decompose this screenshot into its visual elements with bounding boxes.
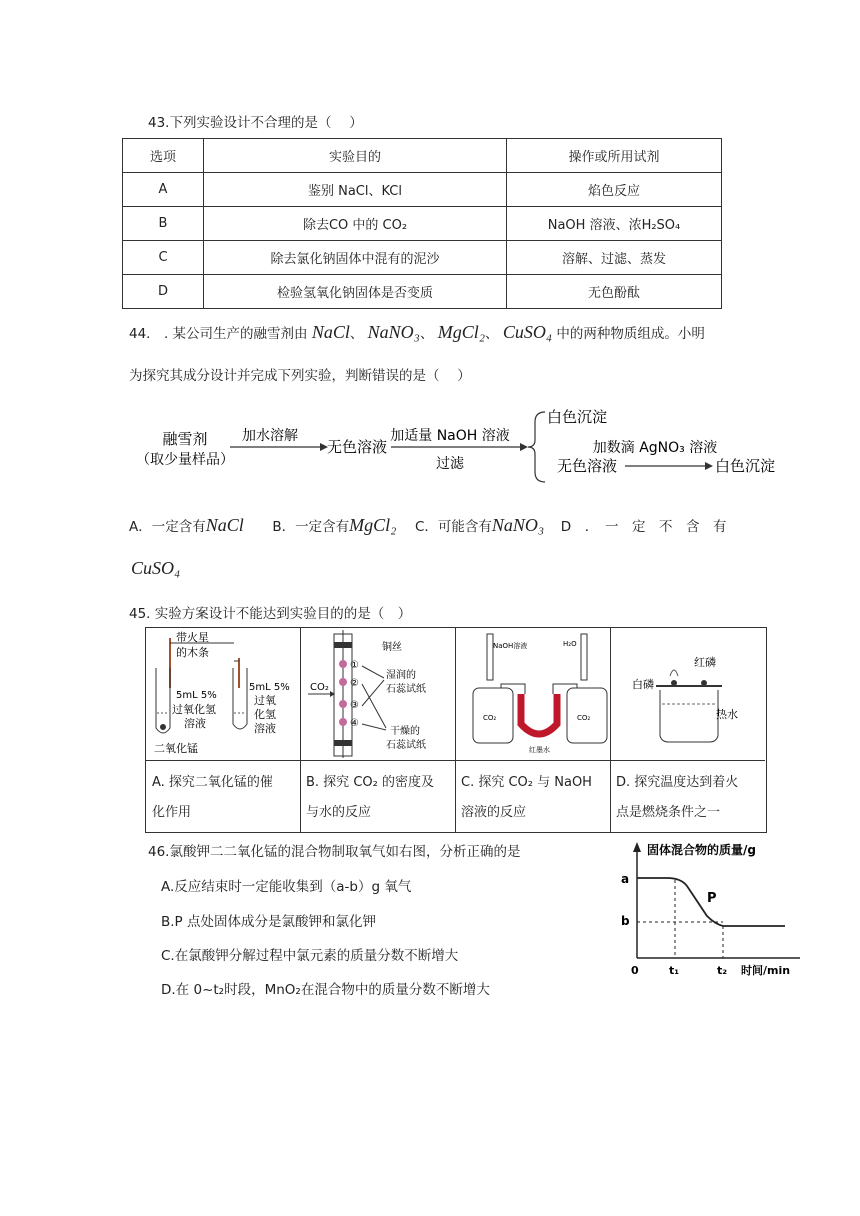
option-d-text: D ． 一 定 不 含 有 xyxy=(560,519,727,535)
label: 溶液 xyxy=(254,722,276,735)
table-header-row xyxy=(123,139,722,173)
figure-c xyxy=(455,628,610,761)
table-cell: D xyxy=(123,275,204,309)
arrowhead xyxy=(633,842,641,852)
flow-step3-label: 加数滴 AgNO₃ 溶液 xyxy=(592,440,718,456)
syringe-icon xyxy=(581,634,587,680)
table-cell: A xyxy=(123,173,204,207)
leader-line xyxy=(362,724,386,730)
chem-formula: NaCl xyxy=(311,322,350,342)
litmus-paper-icon xyxy=(339,678,347,686)
marker-3: ③ xyxy=(350,700,359,711)
label: 5mL 5% xyxy=(249,682,290,693)
q44-options-line xyxy=(129,515,729,536)
label: 红墨水 xyxy=(529,746,550,754)
marker-2: ② xyxy=(350,678,359,689)
q46-option-b: B.P 点处固体成分是氯酸钾和氯化钾 xyxy=(161,914,376,930)
chem-formula: CuSO₄ xyxy=(502,322,553,342)
t2-label: t₂ xyxy=(717,964,728,977)
caption-b: B. 探究 CO₂ 的密度及 与水的反应 xyxy=(306,775,434,820)
table-row xyxy=(123,207,722,241)
y-axis-label: 固体混合物的质量/g xyxy=(647,843,756,857)
flow-brace xyxy=(528,412,545,482)
figure-b xyxy=(300,628,455,761)
option-b-chem: MgCl₂ xyxy=(349,515,397,535)
flow-step2-sub: 过滤 xyxy=(436,456,464,472)
q44-stem-line2: 为探究其成分设计并完成下列实验，判断错误的是（ ） xyxy=(129,368,471,384)
origin-label: 0 xyxy=(631,964,639,977)
q46-option-c: C.在氯酸钾分解过程中氯元素的质量分数不断增大 xyxy=(161,948,459,964)
x-axis-label: 时间/min xyxy=(741,964,791,977)
flow-step1-label: 加水溶解 xyxy=(242,428,298,444)
table-cell: 除去CO 中的 CO₂ xyxy=(204,207,507,241)
beaker-icon xyxy=(660,690,718,742)
q45-cell-b xyxy=(300,628,456,832)
separator: 、 xyxy=(485,326,499,342)
q46-title: 46.氯酸钾二二氧化锰的混合物制取氧气如右图，分析正确的是 xyxy=(148,844,521,860)
label: CO₂ xyxy=(577,714,591,722)
option-a-text: A．一定含有 xyxy=(129,519,206,535)
label: 热水 xyxy=(716,708,738,721)
caption-a: A. 探究二氧化锰的催 化作用 xyxy=(152,775,273,820)
q46-graph xyxy=(615,838,815,978)
flow-mid-label: 无色溶液 xyxy=(326,438,388,456)
q45-cell-d xyxy=(610,628,765,832)
table-cell: 焰色反应 xyxy=(507,173,722,207)
label: 石蕊试纸 xyxy=(386,740,426,751)
label: 过氧化氢 xyxy=(172,703,216,716)
litmus-paper-icon xyxy=(339,660,347,668)
flow-branch1-label: 白色沉淀 xyxy=(547,408,608,426)
q44-prefix: 44. . 某公司生产的融雪剂由 xyxy=(129,326,308,342)
flow-branch2-label: 无色溶液 xyxy=(557,457,618,475)
chem-formula: NaNO₃ xyxy=(367,322,420,342)
q45-cell-a xyxy=(146,628,301,832)
option-b-text: B．一定含有 xyxy=(272,519,350,535)
figure-a xyxy=(146,628,300,761)
leader-line xyxy=(362,666,384,678)
separator: 、 xyxy=(419,326,434,342)
table-cell: 鉴别 NaCl、KCl xyxy=(204,173,507,207)
table-row xyxy=(123,241,722,275)
marker-4: ④ xyxy=(350,718,359,729)
q44-suffix: 中的两种物质组成。小明 xyxy=(556,326,705,342)
label: 化氢 xyxy=(254,708,276,721)
test-tube-icon xyxy=(156,668,170,733)
connector-tube xyxy=(553,684,577,694)
q45-table xyxy=(145,627,767,833)
leader-line xyxy=(362,684,386,728)
flow-end-label: 白色沉淀 xyxy=(715,457,776,475)
q43-table xyxy=(122,138,722,309)
t1-label: t₁ xyxy=(669,964,680,977)
header-cell: 选项 xyxy=(123,139,204,173)
label: 白磷 xyxy=(632,678,654,691)
label: 铜丝 xyxy=(382,642,402,653)
chem-formula: MgCl₂ xyxy=(437,322,486,342)
flow-start-label: 融雪剂 xyxy=(162,430,208,448)
u-tube-icon xyxy=(521,694,557,734)
syringe-icon xyxy=(487,634,493,680)
mno2-particles xyxy=(160,724,166,730)
q44-stem-line1 xyxy=(129,322,705,343)
caption-c: C. 探究 CO₂ 与 NaOH 溶液的反应 xyxy=(461,775,592,820)
table-cell: 检验氢氧化钠固体是否变质 xyxy=(204,275,507,309)
co2-label: CO₂ xyxy=(310,682,329,693)
table-cell: C xyxy=(123,241,204,275)
header-cell: 操作或所用试剂 xyxy=(507,139,722,173)
table-cell: 无色酚酞 xyxy=(507,275,722,309)
stopper xyxy=(334,642,352,648)
label: NaOH溶液 xyxy=(493,642,528,650)
separator: 、 xyxy=(349,326,364,342)
label: 过氧 xyxy=(254,694,276,707)
table-cell: 除去氯化钠固体中混有的泥沙 xyxy=(204,241,507,275)
label: 二氧化锰 xyxy=(154,742,198,755)
a-label: a xyxy=(621,872,630,886)
q43-title: 43.下列实验设计不合理的是（ ） xyxy=(148,115,363,131)
option-a-chem: NaCl xyxy=(205,515,244,535)
arrowhead xyxy=(705,462,713,470)
option-c-text: C．可能含有 xyxy=(414,519,492,535)
q46-option-d: D.在 0~t₂时段，MnO₂在混合物中的质量分数不断增大 xyxy=(161,982,490,998)
label: 5mL 5% xyxy=(176,690,217,701)
label: 石蕊试纸 xyxy=(386,684,426,695)
leader-line xyxy=(362,680,384,706)
q45-title: 45. 实验方案设计不能达到实验目的的是（ ） xyxy=(129,606,412,622)
q45-cell-c xyxy=(455,628,611,832)
litmus-paper-icon xyxy=(339,700,347,708)
header-cell: 实验目的 xyxy=(204,139,507,173)
litmus-paper-icon xyxy=(339,718,347,726)
marker-1: ① xyxy=(350,660,359,671)
q44-flow-diagram xyxy=(135,400,795,490)
label: CO₂ xyxy=(483,714,497,722)
label: 湿润的 xyxy=(386,670,416,681)
caption-d: D. 探究温度达到着火 点是燃烧条件之一 xyxy=(616,775,739,820)
label: 带火星 xyxy=(176,631,209,644)
option-d-chem: CuSO₄ xyxy=(131,558,181,578)
label: 红磷 xyxy=(694,656,716,669)
table-row xyxy=(123,173,722,207)
option-c-chem: NaNO₃ xyxy=(491,515,545,535)
label: 的木条 xyxy=(176,646,209,659)
table-cell: 溶解、过滤、蒸发 xyxy=(507,241,722,275)
b-label: b xyxy=(621,914,630,928)
flow-step2-label: 加适量 NaOH 溶液 xyxy=(390,428,510,444)
flow-start-sub: （取少量样品） xyxy=(136,452,234,468)
arrowhead xyxy=(520,443,528,451)
phosphorus-icon xyxy=(671,680,677,686)
stopper xyxy=(334,740,352,746)
table-row xyxy=(123,275,722,309)
label: 溶液 xyxy=(184,717,206,730)
figure-d xyxy=(610,628,765,761)
label: H₂O xyxy=(563,640,577,648)
q46-option-a: A.反应结束时一定能收集到（a-b）g 氧气 xyxy=(161,879,412,895)
table-cell: B xyxy=(123,207,204,241)
table-cell: NaOH 溶液、浓H₂SO₄ xyxy=(507,207,722,241)
flame-icon xyxy=(670,670,678,676)
phosphorus-icon xyxy=(701,680,707,686)
label: 干燥的 xyxy=(390,726,420,737)
p-label: P xyxy=(707,891,717,906)
